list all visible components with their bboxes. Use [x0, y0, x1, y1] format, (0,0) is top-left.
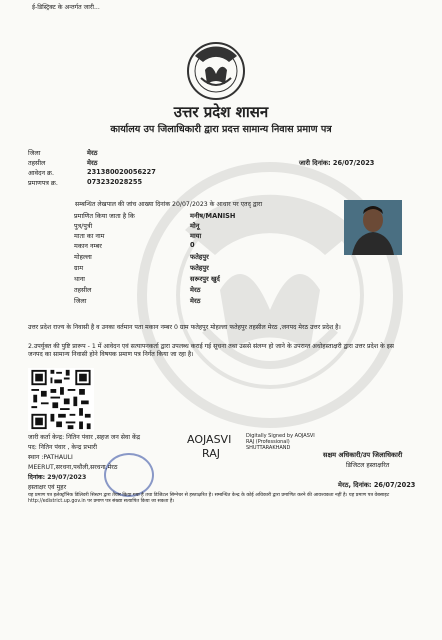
govt-title: उत्तर प्रदेश शासन	[173, 103, 269, 121]
officer-title: सक्षम अधिकारी/उप जिलाधिकारी	[323, 451, 403, 459]
detail-value-police-station: सरूरपुर खुर्द	[190, 275, 220, 283]
detail-label-locality: मोहल्ला	[74, 253, 92, 261]
detail-value-parent: मोनू	[190, 222, 200, 230]
detail-label-house-no: मकान नम्बर	[74, 242, 102, 250]
issuer-place: स्थान :PATHAULI	[28, 454, 73, 461]
detail-value-tehsil: मेरठ	[190, 286, 201, 294]
issuer-address: MEERUT,सरधना,पथौली,सरधना,मेरठ	[28, 464, 118, 471]
meta-value-district: मेरठ	[87, 149, 98, 157]
officer-date: मेरठ, दिनांक: 26/07/2023	[338, 481, 416, 489]
detail-label-name: प्रमाणित किया जाता है कि	[74, 212, 135, 220]
detail-label-village: ग्राम	[74, 264, 84, 272]
detail-value-name: मनीष/MANISH	[190, 212, 236, 220]
detail-value-locality: फतेहपुर	[190, 253, 209, 261]
verification-paragraph: 2.उपर्युक्त की पुष्टि प्रारूप - 1 में आवेदन एवं सत्यापनकर्ता द्वारा उपलब्ध कराई गई सूचना तथा उससे संलग्न हो जाने के उपरान्त अधोहस्ताक्षरी द्वारा उत्तर प्रदेश के इस जनपद का सामान्य निवासी होने विषयक प्रमाण पत्र निर्गत किया जा रहा है।	[28, 343, 394, 358]
meta-value-certificate-no: 073232028255	[87, 178, 143, 186]
meta-value-tehsil: मेरठ	[87, 159, 98, 167]
detail-label-mother: माता का नाम	[74, 232, 105, 240]
detail-label-district: जिला	[74, 297, 87, 305]
detail-value-house-no: 0	[190, 241, 195, 249]
footer-note: यह प्रमाण पत्र इलेक्ट्रॉनिक डिलिवरी सिस्टम द्वारा तैयार किया गया है तथा डिजिटल सिग्नेचर से हस्ताक्षरित है। सम्बन्धित केन्द्र के कोई अधिकारी द्वारा प्रमाणित करने की आवश्यकता नहीं है। यह प्रमाण पत्र वेबसाइट http://edistrict.up.gov.in पर प्रमाण पत्र संख्या सत्यापित किया जा सकता है।	[28, 493, 390, 504]
detail-label-parent: पुत्र/पुत्री	[74, 222, 93, 230]
detail-value-mother: माया	[190, 232, 202, 240]
meta-label-application-no: आवेदन क्र.	[28, 169, 54, 177]
issuer-date: दिनांक: 29/07/2023	[28, 474, 87, 481]
seal-stamp	[104, 453, 154, 497]
issuer-center: जारी कर्ता केन्द्र: नितिन पंवार ,सहज जन सेवा केंद्र	[28, 434, 140, 441]
issuer-sign-label: हस्ताक्षर एवं मुहर	[28, 484, 67, 491]
issuer-designation: पद: नितिन पंवार , केन्द्र प्रभारी	[28, 444, 97, 451]
detail-value-district: मेरठ	[190, 297, 201, 305]
residence-paragraph: उत्तर प्रदेश राज्य के निवासी है व उनका वर्तमान पता मकान नम्बर 0 ग्राम फतेहपुर मोहल्ला फतेहपुर तहसील मेरठ ,जनपद मेरठ उत्तर प्रदेश है।	[28, 324, 341, 331]
applicant-photo	[344, 200, 402, 255]
qr-code	[28, 368, 94, 431]
meta-value-application-no: 231380020056227	[87, 168, 156, 176]
digital-sign-name: AOJASVI	[187, 433, 232, 446]
meta-label-tehsil: तहसील	[28, 159, 46, 167]
officer-digital-sign: डिजिटल हस्ताक्षरित	[346, 462, 390, 469]
digital-sign-name-2: RAJ	[202, 447, 220, 460]
digital-sign-line-3: SHUTTARAKHAND	[246, 445, 291, 451]
meta-label-district: जिला	[28, 149, 41, 157]
meta-label-certificate-no: प्रमाणपत्र क्र.	[28, 179, 58, 187]
certificate-title: कार्यालय उप जिलाधिकारी द्वारा प्रदत्त सामान्य निवास प्रमाण पत्र	[110, 124, 332, 135]
up-emblem-icon	[185, 40, 247, 102]
top-note: ई-डिस्ट्रिक्ट के अन्तर्गत जारी...	[32, 4, 100, 11]
digital-sign-line-2: RAJ (Professional)	[246, 439, 290, 445]
digital-sign-line-1: Digitally Signed by AOJASVI	[246, 433, 315, 439]
intro-text: सम्बन्धित लेखपाल की जांच आख्या दिनांक 20/07/2023 के आधार पर एतद् द्वारा	[75, 201, 263, 208]
issue-date: जारी दिनांक: 26/07/2023	[299, 159, 375, 167]
detail-label-tehsil: तहसील	[74, 286, 92, 294]
detail-label-police-station: थाना	[74, 275, 85, 283]
detail-value-village: फतेहपुर	[190, 264, 209, 272]
